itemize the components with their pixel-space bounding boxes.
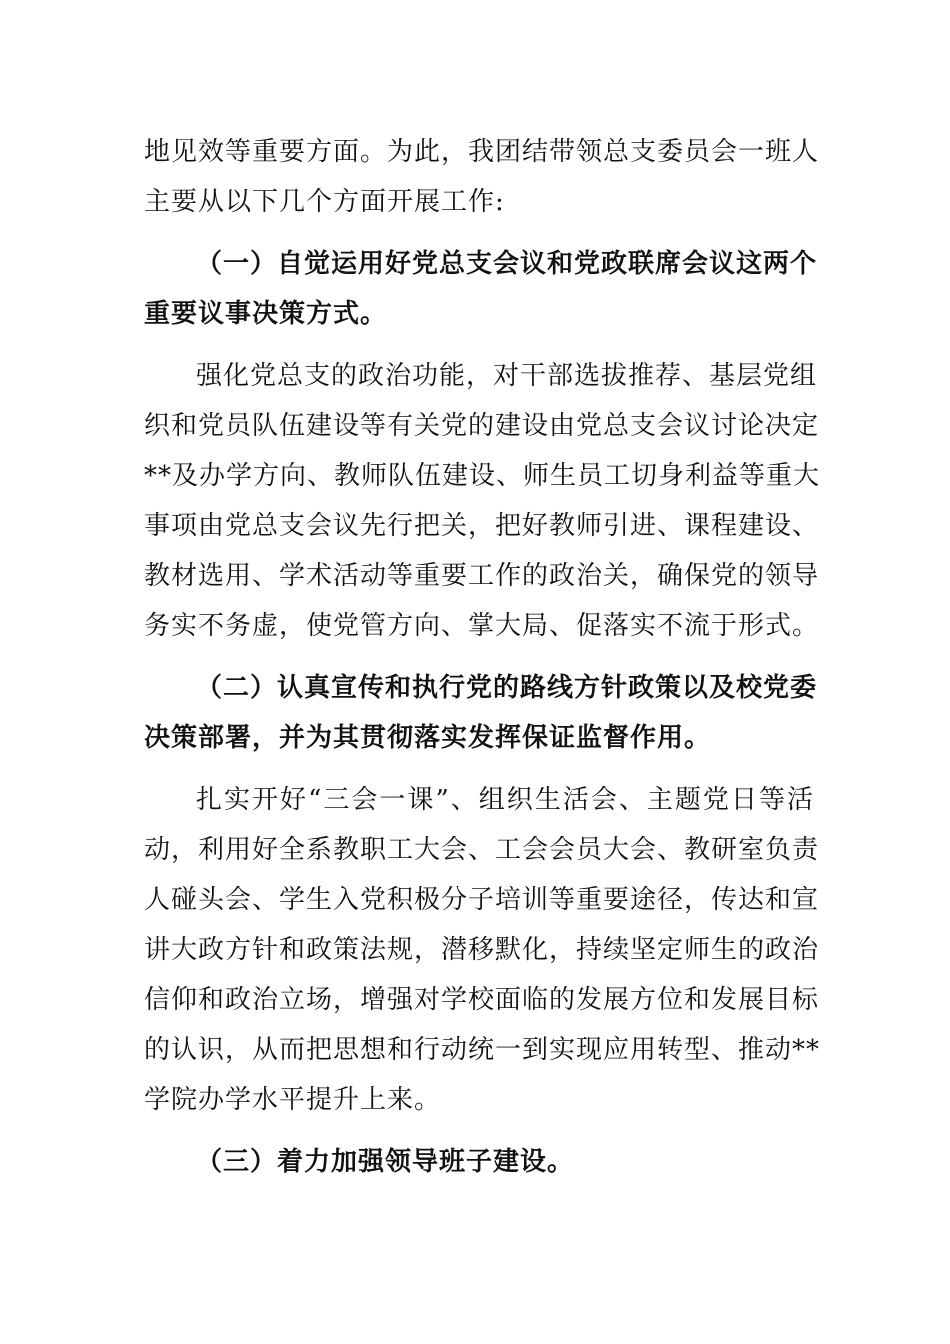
section1-heading-line-1: （一）自觉运用好党总支会议和党政联席会议这两个 xyxy=(196,249,818,279)
section1-body-line-3: **及办学方向、教师队伍建设、师生员工切身利益等重大 xyxy=(144,461,821,491)
section1-body-line-4: 事项由党总支会议先行把关，把好教师引进、课程建设、 xyxy=(144,511,820,541)
section2-body-line-5: 信仰和政治立场，增强对学校面临的发展方位和发展目标 xyxy=(144,985,820,1015)
section1-heading-line-2: 重要议事决策方式。 xyxy=(144,299,388,329)
section2-body-line-2: 动，利用好全系教职工大会、工会会员大会、教研室负责 xyxy=(144,835,820,865)
section3-heading-line-1: （三）着力加强领导班子建设。 xyxy=(196,1147,575,1177)
section1-body-line-6: 务实不务虚，使党管方向、掌大局、促落实不流于形式。 xyxy=(144,611,820,641)
section2-heading-line-2: 决策部署，并为其贯彻落实发挥保证监督作用。 xyxy=(144,723,712,753)
intro-line-2: 主要从以下几个方面开展工作: xyxy=(144,187,505,217)
section2-body-line-7: 学院办学水平提升上来。 xyxy=(144,1085,442,1115)
section2-body-line-1: 扎实开好“三会一课”、组织生活会、主题党日等活 xyxy=(196,785,814,815)
intro-line-1: 地见效等重要方面。为此，我团结带领总支委员会一班人 xyxy=(144,137,820,167)
section1-body-line-5: 教材选用、学术活动等重要工作的政治关，确保党的领导 xyxy=(144,561,820,591)
section2-heading-line-1: （二）认真宣传和执行党的路线方针政策以及校党委 xyxy=(196,673,818,703)
section1-body-line-1: 强化党总支的政治功能，对干部选拔推荐、基层党组 xyxy=(196,361,818,391)
section2-body-line-4: 讲大政方针和政策法规，潜移默化，持续坚定师生的政治 xyxy=(144,935,820,965)
section1-body-line-2: 织和党员队伍建设等有关党的建设由党总支会议讨论决定 xyxy=(144,411,820,441)
section2-body-line-6: 的认识，从而把思想和行动统一到实现应用转型、推动** xyxy=(144,1035,821,1065)
section2-body-line-3: 人碰头会、学生入党积极分子培训等重要途径，传达和宣 xyxy=(144,885,820,915)
